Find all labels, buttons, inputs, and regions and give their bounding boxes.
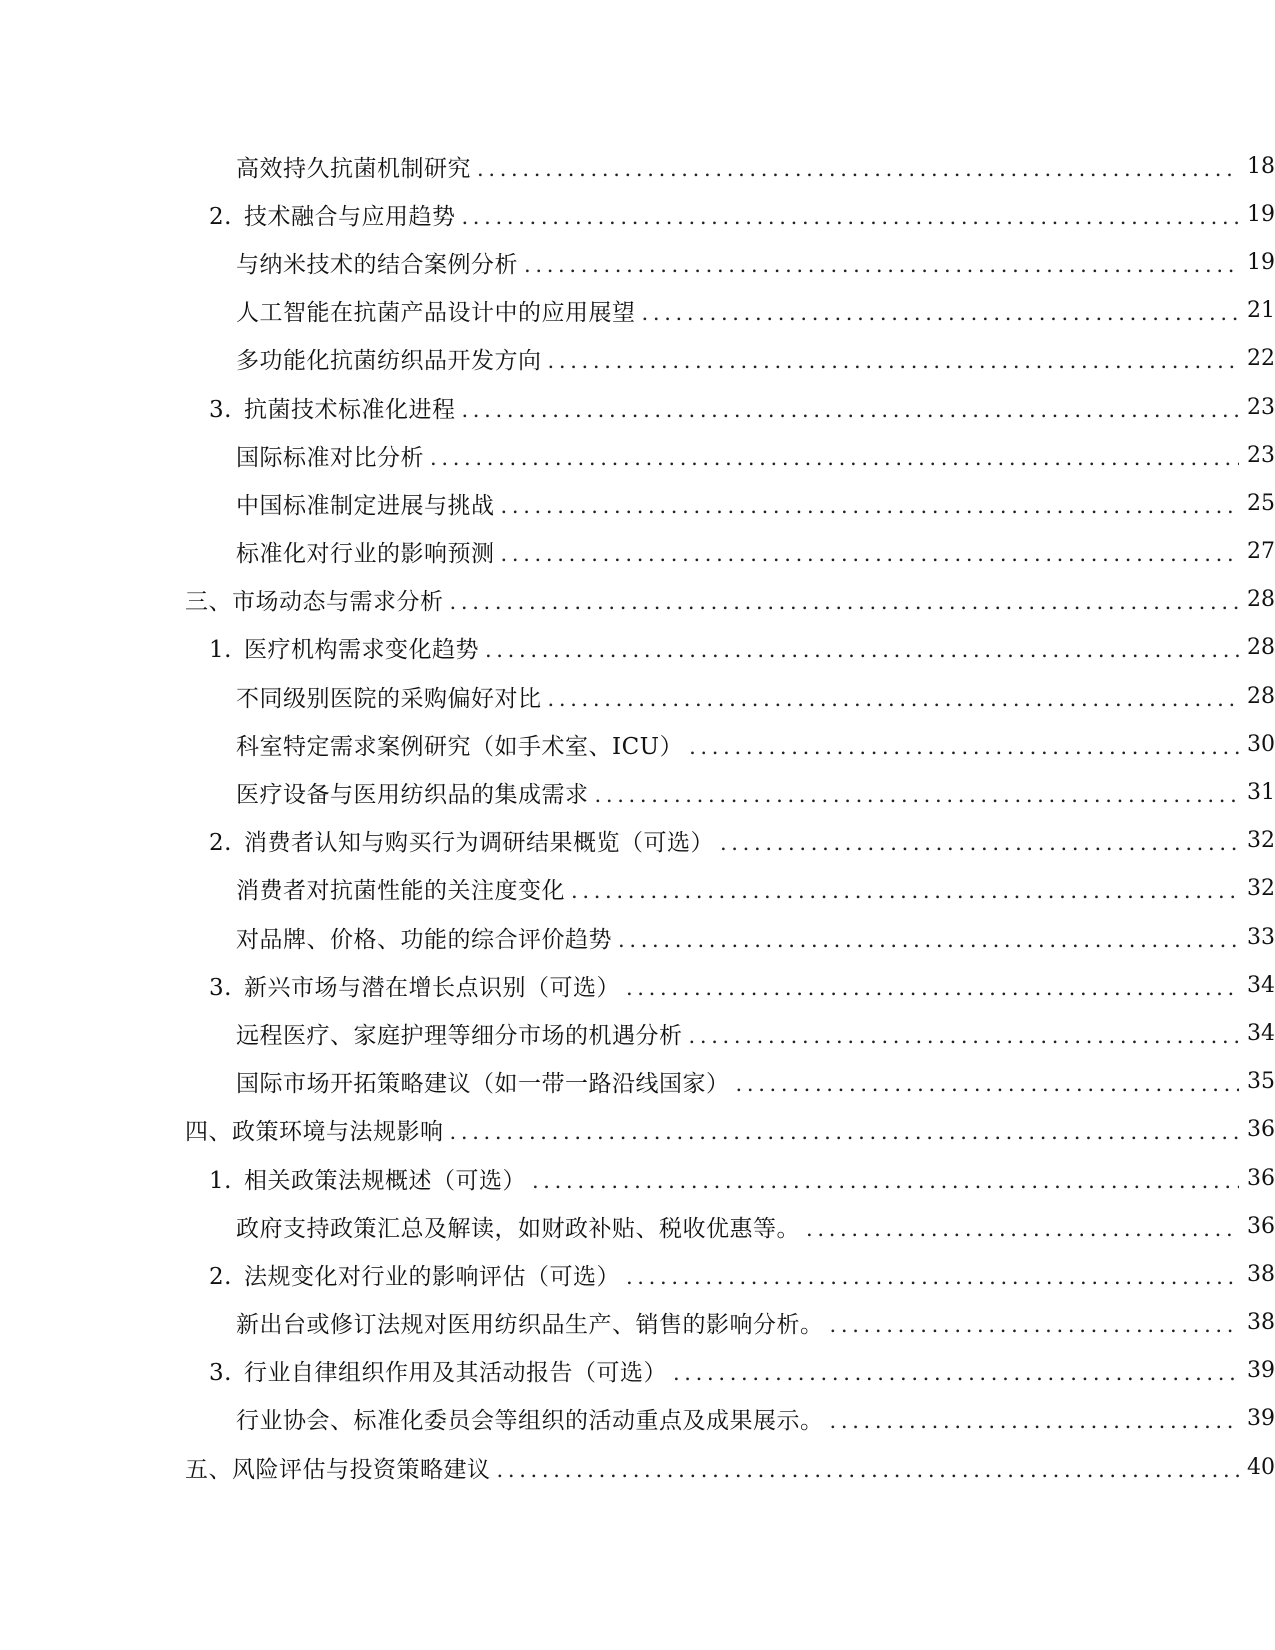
toc-leader-dots	[571, 881, 1239, 902]
toc-entry[interactable]	[0, 768, 1275, 816]
toc-entry-title: 科室特定需求案例研究（如手术室、ICU）	[236, 733, 684, 760]
toc-entry-title: 2. 消费者认知与购买行为调研结果概览（可选）	[209, 830, 714, 857]
toc-leader-dots	[450, 1122, 1240, 1143]
toc-page-number: 19	[1247, 249, 1275, 275]
toc-page-number: 36	[1247, 1117, 1275, 1143]
toc-leader-dots	[501, 496, 1240, 517]
toc-entry[interactable]	[0, 1106, 1275, 1154]
toc-page-number: 40	[1247, 1454, 1275, 1480]
toc-leader-dots	[477, 159, 1239, 180]
toc-entry[interactable]	[0, 720, 1275, 768]
toc-entry-title: 远程医疗、家庭护理等细分市场的机遇分析	[236, 1022, 683, 1049]
toc-entry[interactable]	[0, 1154, 1275, 1202]
toc-entry[interactable]	[0, 1347, 1275, 1395]
toc-entry-title: 对品牌、价格、功能的综合评价趋势	[236, 926, 612, 953]
toc-leader-dots	[532, 1171, 1239, 1192]
toc-leader-dots	[736, 1074, 1240, 1095]
toc-entry[interactable]	[0, 913, 1275, 961]
toc-entry-title: 中国标准制定进展与挑战	[236, 492, 495, 519]
toc-entry-title: 新出台或修订法规对医用纺织品生产、销售的影响分析。	[236, 1312, 824, 1339]
toc-page-number: 18	[1247, 153, 1275, 179]
toc-entry-number: 2.	[209, 1263, 232, 1290]
toc-leader-dots	[830, 1315, 1240, 1336]
toc-entry[interactable]	[0, 624, 1275, 672]
toc-entry[interactable]	[0, 479, 1275, 527]
toc-entry[interactable]	[0, 238, 1275, 286]
toc-page-number: 28	[1247, 683, 1275, 709]
toc-page-number: 33	[1247, 924, 1275, 950]
toc-entry-title: 国际市场开拓策略建议（如一带一路沿线国家）	[236, 1071, 730, 1098]
toc-entry-title: 三、市场动态与需求分析	[185, 589, 444, 616]
toc-entry[interactable]	[0, 335, 1275, 383]
toc-entry-title: 高效持久抗菌机制研究	[236, 155, 471, 182]
toc-entry[interactable]	[0, 576, 1275, 624]
toc-page-number: 34	[1247, 1020, 1275, 1046]
toc-entry[interactable]	[0, 1058, 1275, 1106]
toc-page-number: 35	[1247, 1069, 1275, 1095]
toc-entry[interactable]	[0, 1202, 1275, 1250]
toc-entry-title: 1. 医疗机构需求变化趋势	[209, 637, 479, 664]
toc-entry[interactable]	[0, 1009, 1275, 1057]
toc-leader-dots	[806, 1219, 1239, 1240]
toc-entry[interactable]	[0, 1250, 1275, 1298]
toc-leader-dots	[689, 1026, 1240, 1047]
toc-leader-dots	[626, 978, 1239, 999]
toc-page-number: 19	[1247, 201, 1275, 227]
toc-entry-title: 3. 行业自律组织作用及其活动报告（可选）	[209, 1360, 667, 1387]
toc-page-number: 39	[1247, 1406, 1275, 1432]
toc-entry-title: 与纳米技术的结合案例分析	[236, 251, 518, 278]
toc-entry-title: 标准化对行业的影响预测	[236, 541, 495, 568]
toc-entry[interactable]	[0, 142, 1275, 190]
toc-entry-title: 四、政策环境与法规影响	[185, 1119, 444, 1146]
toc-entry[interactable]	[0, 1443, 1275, 1491]
toc-entry[interactable]	[0, 190, 1275, 238]
toc-entry-title: 行业协会、标准化委员会等组织的活动重点及成果展示。	[236, 1408, 824, 1435]
toc-leader-dots	[626, 1267, 1239, 1288]
toc-entry-title: 3. 抗菌技术标准化进程	[209, 396, 456, 423]
toc-leader-dots	[830, 1411, 1240, 1432]
toc-page-number: 30	[1247, 731, 1275, 757]
toc-leader-dots	[430, 448, 1239, 469]
toc-entry-title: 人工智能在抗菌产品设计中的应用展望	[236, 300, 636, 327]
toc-entry[interactable]	[0, 817, 1275, 865]
toc-page-number: 23	[1247, 394, 1275, 420]
toc-entry-title: 国际标准对比分析	[236, 444, 424, 471]
toc-entry-title: 2. 技术融合与应用趋势	[209, 203, 456, 230]
toc-page-number: 38	[1247, 1310, 1275, 1336]
toc-entry[interactable]	[0, 383, 1275, 431]
toc-page-number: 25	[1247, 490, 1275, 516]
toc-entry-number: 1.	[209, 637, 232, 664]
toc-entry[interactable]	[0, 431, 1275, 479]
toc-page-number: 28	[1247, 587, 1275, 613]
toc-entry-title: 不同级别医院的采购偏好对比	[236, 685, 542, 712]
toc-page-number: 27	[1247, 539, 1275, 565]
toc-page-number: 36	[1247, 1213, 1275, 1239]
toc-page-number: 32	[1247, 828, 1275, 854]
toc-entry-title: 政府支持政策汇总及解读，如财政补贴、税收优惠等。	[236, 1215, 800, 1242]
toc-entry[interactable]	[0, 1299, 1275, 1347]
toc-page-number: 34	[1247, 972, 1275, 998]
toc-entry-title: 多功能化抗菌纺织品开发方向	[236, 348, 542, 375]
toc-page-number: 36	[1247, 1165, 1275, 1191]
toc-leader-dots	[673, 1363, 1239, 1384]
toc-page-number: 22	[1247, 346, 1275, 372]
toc-leader-dots	[461, 207, 1239, 228]
toc-entry-title: 3. 新兴市场与潜在增长点识别（可选）	[209, 974, 620, 1001]
toc-leader-dots	[461, 400, 1239, 421]
toc-leader-dots	[548, 689, 1240, 710]
toc-page-number: 32	[1247, 876, 1275, 902]
toc-entry-title: 2. 法规变化对行业的影响评估（可选）	[209, 1263, 620, 1290]
toc-entry-number: 2.	[209, 203, 232, 230]
toc-leader-dots	[501, 544, 1240, 565]
toc-entry-title: 消费者对抗菌性能的关注度变化	[236, 878, 565, 905]
toc-leader-dots	[595, 785, 1240, 806]
toc-leader-dots	[689, 737, 1239, 758]
table-of-contents	[0, 142, 1275, 1491]
toc-entry-title: 医疗设备与医用纺织品的集成需求	[236, 782, 589, 809]
toc-entry[interactable]	[0, 1395, 1275, 1443]
toc-page-number: 31	[1247, 780, 1275, 806]
toc-leader-dots	[618, 930, 1239, 951]
toc-entry[interactable]	[0, 865, 1275, 913]
toc-page-number: 38	[1247, 1261, 1275, 1287]
toc-entry[interactable]	[0, 528, 1275, 576]
toc-page-number: 21	[1247, 298, 1275, 324]
toc-leader-dots	[548, 351, 1240, 372]
toc-page-number: 28	[1247, 635, 1275, 661]
toc-leader-dots	[720, 833, 1239, 854]
toc-page-number: 23	[1247, 442, 1275, 468]
toc-entry-title: 五、风险评估与投资策略建议	[185, 1456, 491, 1483]
toc-entry[interactable]	[0, 287, 1275, 335]
toc-entry[interactable]	[0, 672, 1275, 720]
toc-leader-dots	[450, 592, 1240, 613]
toc-page-number: 39	[1247, 1358, 1275, 1384]
toc-leader-dots	[497, 1460, 1240, 1481]
toc-entry-number: 3.	[209, 974, 232, 1001]
toc-leader-dots	[642, 303, 1240, 324]
toc-entry-number: 2.	[209, 830, 232, 857]
toc-leader-dots	[485, 640, 1239, 661]
toc-entry-title: 1. 相关政策法规概述（可选）	[209, 1167, 526, 1194]
toc-entry[interactable]	[0, 961, 1275, 1009]
toc-entry-number: 1.	[209, 1167, 232, 1194]
toc-entry-number: 3.	[209, 396, 232, 423]
toc-entry-number: 3.	[209, 1360, 232, 1387]
toc-leader-dots	[524, 255, 1239, 276]
